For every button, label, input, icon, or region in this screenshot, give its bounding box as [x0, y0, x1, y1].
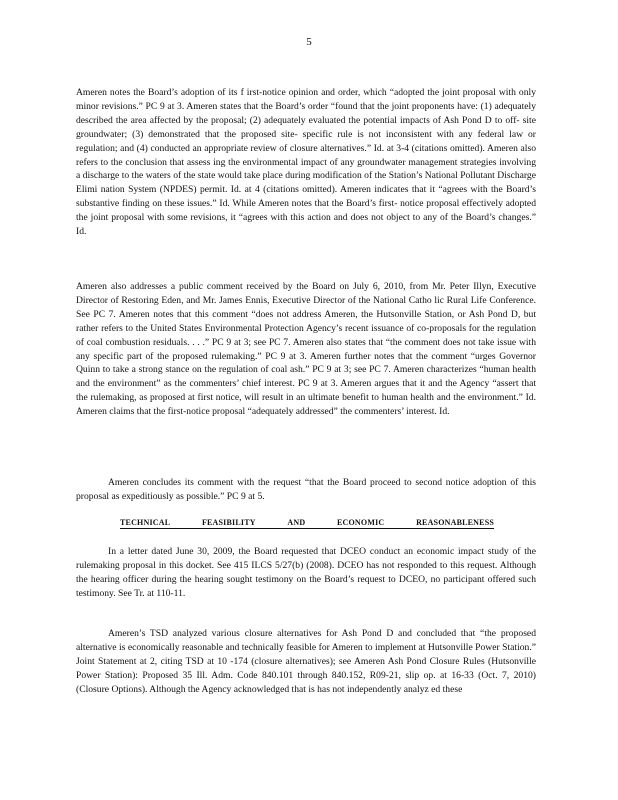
heading-word: ECONOMIC — [337, 518, 385, 527]
heading-word: REASONABLENESS — [416, 518, 494, 527]
heading-word: FEASIBILITY — [201, 518, 256, 527]
heading-word: TECHNICAL — [120, 518, 171, 527]
page-number: 5 — [306, 36, 312, 48]
paragraph-dceo-letter: In a letter dated June 30, 2009, the Board requested that DCEO conduct an economic impact study of the rulemaking proposal in this docket. See 415 ILCS 5/27(b) (2008). DCEO has not responded to this request. Although the hearing officer during the hearing sought testimony on the Board’s request to DCEO, no participant offered such testimony. See Tr. at 110-11. — [76, 546, 536, 599]
paragraph-conclusion: Ameren concludes its comment with the request “that the Board proceed to second notice adoption of this proposal as expeditiously as possible.” PC 9 at 5. — [76, 477, 536, 502]
heading-word: AND — [287, 518, 306, 527]
paragraph-tsd-analysis: Ameren’s TSD analyzed various closure alternatives for Ash Pond D and concluded that “the proposed alternative is economically reasonable and technically feasible for Ameren to implement at Hutsonville Power Station.” Joint Statement at 2, citing TSD at 10 -174 (closure alternatives); see Ameren Ash Pond Closure Rules (Hutsonville Power Station): Proposed 35 Ill. Adm. Code 840.101 through 840.152, R09-21, slip op. at 16-33 (Oct. 7, 2010) (Closure Options). Although the Agency acknowledged that is has not independently analyz ed these — [76, 628, 536, 695]
section-heading — [120, 518, 494, 529]
paragraph-board-adoption: Ameren notes the Board’s adoption of its f irst-notice opinion and order, which “adopted the joint proposal with only minor revisions.” PC 9 at 3. Ameren states that the Board’s order “found that the joint proponents have: (1) adequately described the area affected by the proposal; (2) adequately evaluated the potential impacts of Ash Pond D to off- site groundwater; (3) demonstrated that the proposed site- specific rule is not inconsistent with any federal law or regulation; and (4) conducted an appropriate review of closure alternatives.” Id. at 3-4 (citations omitted). Ameren also refers to the conclusion that assess ing the environmental impact of any groundwater management strategies involving a discharge to the waters of the state would take place during modification of the Station’s National Pollutant Discharge Elimi nation System (NPDES) permit. Id. at 4 (citations omitted). Ameren indicates that it “agrees with the Board’s substantive finding on these issues.” Id. While Ameren notes that the Board’s first- notice proposal effectively adopted the joint proposal with some revisions, it “agrees with this action and does not object to any of the Board’s changes.” Id. — [76, 87, 536, 238]
paragraph-public-comment: Ameren also addresses a public comment received by the Board on July 6, 2010, from Mr. Peter Illyn, Executive Director of Restoring Eden, and Mr. James Ennis, Executive Director of the National Catho lic Rural Life Conference. See PC 7. Ameren notes that this comment “does not address Ameren, the Hutsonville Station, or Ash Pond D, but rather refers to the United States Environmental Protection Agency’s recent issuance of co-proposals for the regulation of coal combustion residuals. . . .” PC 9 at 3; see PC 7. Ameren also states that “the comment does not take issue with any specific part of the proposed rulemaking.” PC 9 at 3. Ameren further notes that the comment “urges Governor Quinn to take a strong stance on the regulation of coal ash.” PC 9 at 3; see PC 7. Ameren characterizes “human health and the environment” as the commenters’ chief interest. PC 9 at 3. Ameren argues that it and the Agency “assert that the rulemaking, as proposed at first notice, will result in an ultimate benefit to human health and the environment.” Id. Ameren claims that the first-notice proposal “adequately addressed” the commenters’ interest. Id. — [76, 281, 536, 418]
